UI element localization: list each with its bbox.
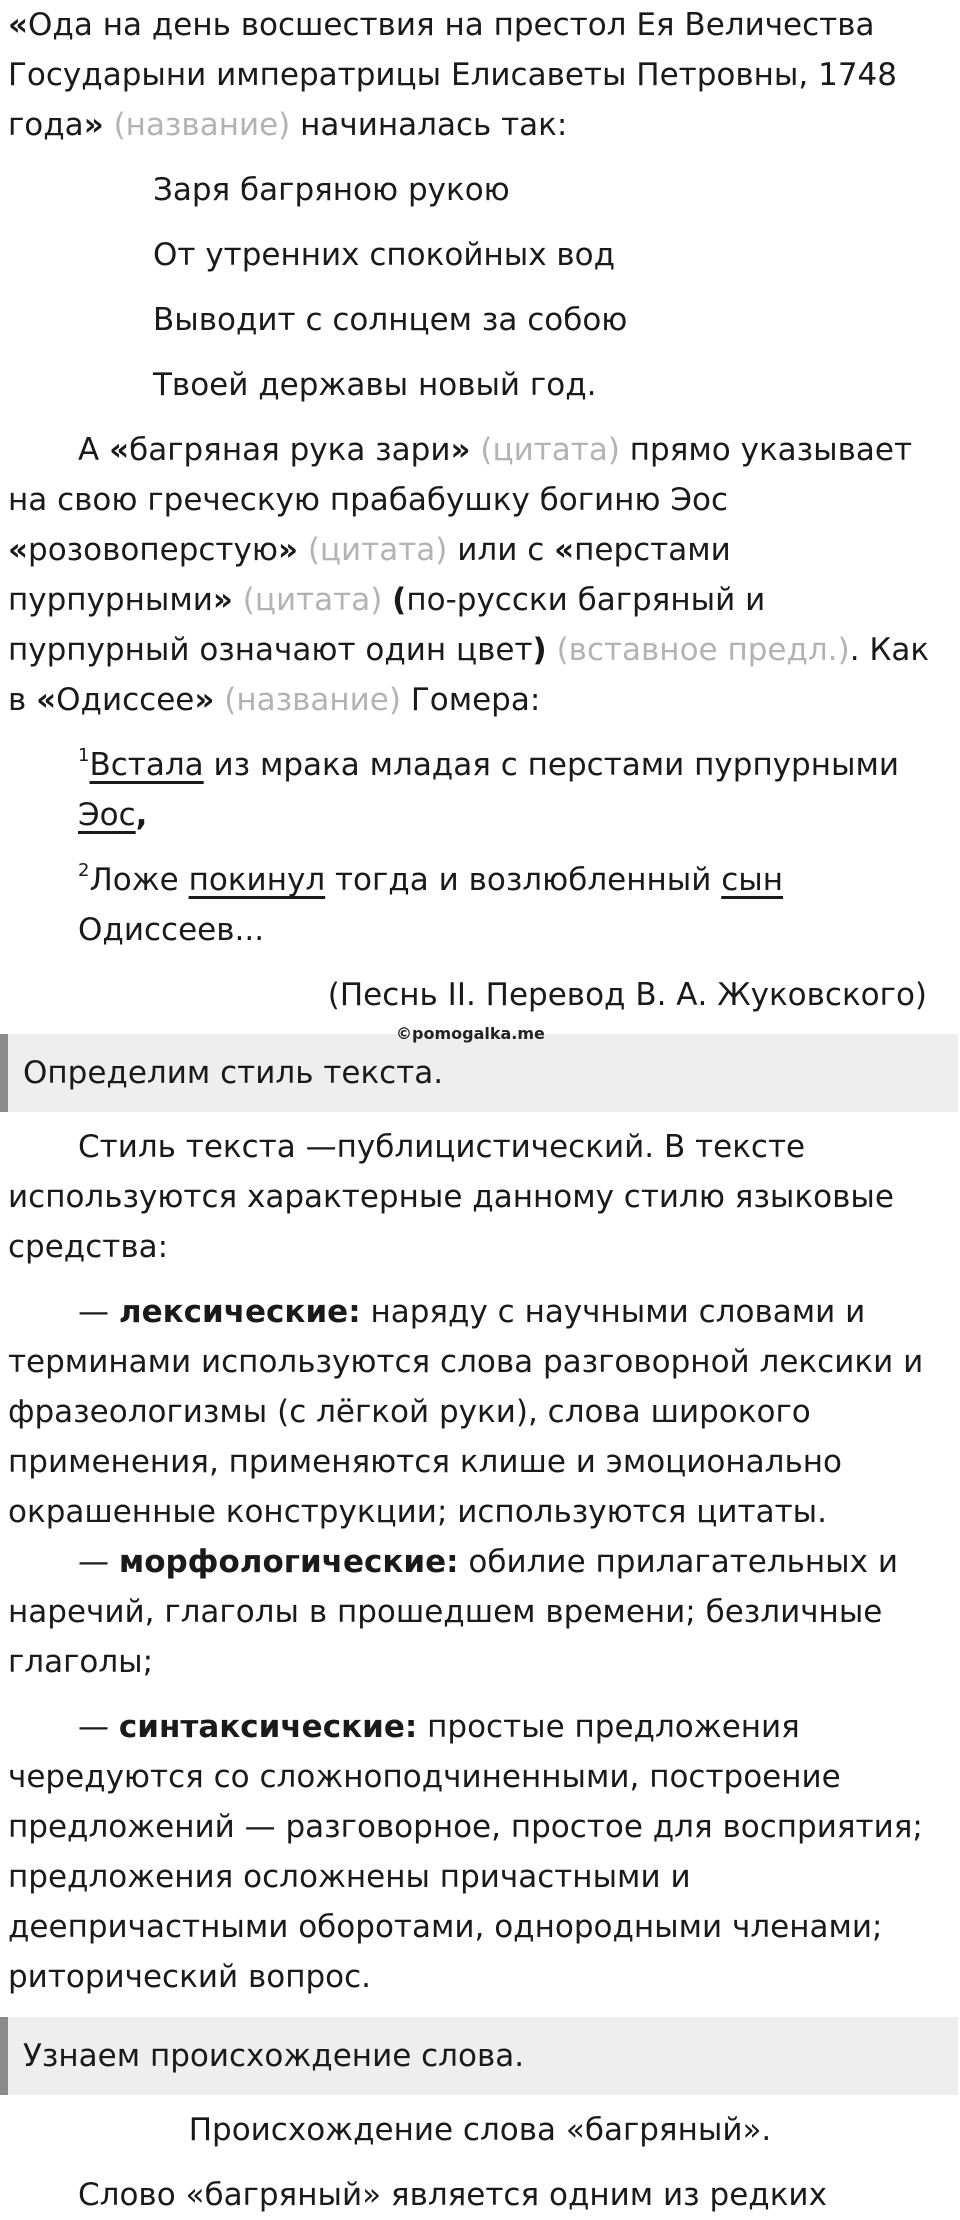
quote-mark: » — [450, 432, 471, 468]
poem-line: От утренних спокойных вод — [153, 237, 616, 273]
analysis-text: или с — [447, 532, 555, 568]
bracket: ) — [532, 632, 547, 668]
underlined-word: Эос — [78, 797, 136, 833]
citation-tag: (цитата) — [242, 582, 383, 618]
origin-heading: Происхождение слова «багряный». — [188, 2112, 772, 2148]
quote-mark: » — [277, 532, 298, 568]
analysis-text: Гомера: — [400, 682, 541, 718]
quote-mark: » — [194, 682, 215, 718]
quote-mark: « — [8, 7, 29, 43]
style-intro: Стиль текста —публицистический. В тексте используются характерные данному стилю языковые средства: — [8, 1129, 894, 1265]
term-text: простые предложения чередуются со сложноподчиненными, построение предложений — разговорное, простое для восприятия; предложения осложнены причастными и деепричастными оборотами, однородными членами; риторический вопрос. — [8, 1709, 923, 1995]
term-label: синтаксические: — [118, 1709, 418, 1745]
analysis-paragraph — [8, 425, 952, 725]
quote-text: тогда и возлюбленный — [325, 862, 722, 898]
quote-source: (Песнь II. Перевод В. А. Жуковского) — [327, 977, 927, 1013]
citation-tag: (цитата) — [307, 532, 448, 568]
citation: перстами пурпурными — [8, 532, 731, 618]
title-tag: (название) — [224, 682, 401, 718]
work-title: Одиссее — [56, 682, 195, 718]
poem-line: Твоей державы новый год. — [153, 367, 597, 403]
quote-line — [78, 855, 952, 955]
dash: — — [78, 1544, 119, 1580]
quote-mark: « — [554, 532, 575, 568]
term-label: лексические: — [118, 1294, 361, 1330]
citation: розовоперстую — [28, 532, 278, 568]
comma: , — [135, 797, 148, 833]
term-label: морфологические: — [118, 1544, 459, 1580]
poem-line: Заря багряною рукою — [153, 172, 510, 208]
poem-line: Выводит с солнцем за собою — [153, 302, 628, 338]
underlined-word: покинул — [188, 862, 326, 898]
intro-paragraph — [8, 0, 952, 150]
quote-mark: « — [8, 532, 29, 568]
analysis-text: А — [78, 432, 110, 468]
origin-text: Слово «багряный» является одним из редких — [78, 2177, 827, 2213]
title-tag: (название) — [113, 107, 291, 143]
dash: — — [78, 1709, 119, 1745]
inserted-sentence: по-русски багряный и пурпурный означают один цвет — [8, 582, 766, 668]
quote-text: Ложе — [89, 862, 189, 898]
citation: багряная рука зари — [129, 432, 451, 468]
lexical-item — [8, 1287, 952, 1537]
quote-mark: » — [212, 582, 233, 618]
quote-text: Одиссеев... — [78, 912, 265, 948]
watermark: ©pomogalka.me — [396, 1024, 545, 1043]
citation-tag: (цитата) — [480, 432, 620, 468]
ode-title: Ода на день восшествия на престол Ея Величества Государыни императрицы Елисаветы Петровны, 1748 года — [8, 7, 897, 143]
morphological-item — [8, 1537, 952, 1687]
quote-mark: » — [83, 107, 104, 143]
section-header: Определим стиль текста. — [0, 1034, 958, 1112]
section-header: Узнаем происхождение слова. — [0, 2017, 958, 2095]
dash: — — [78, 1294, 119, 1330]
homer-quote — [8, 740, 952, 955]
bracket: ( — [392, 582, 407, 618]
quote-text: из мрака младая с перстами пурпурными — [203, 747, 900, 783]
analysis-text: . Как в — [8, 632, 930, 718]
poem — [8, 165, 952, 410]
insert-tag: (вставное предл.) — [556, 632, 850, 668]
quote-mark: « — [36, 682, 57, 718]
quote-line — [78, 740, 952, 840]
analysis-text: прямо указывает на свою греческую прабабушку богиню Эос — [8, 432, 913, 518]
term-text: обилие прилагательных и наречий, глаголы в прошедшем времени; безличные глаголы; — [8, 1544, 898, 1680]
line-number: 2 — [78, 860, 90, 881]
underlined-word: Встала — [89, 747, 204, 783]
term-text: наряду с научными словами и терминами используются слова разговорной лексики и фразеологизмы (с лёгкой руки), слова широкого применения, применяются клише и эмоционально окрашенные конструкции; используются цитаты. — [8, 1294, 924, 1530]
underlined-word: сын — [721, 862, 784, 898]
document-body — [8, 0, 952, 2220]
syntactic-item — [8, 1702, 952, 2002]
quote-mark: « — [109, 432, 130, 468]
intro-tail: начиналась так: — [290, 107, 568, 143]
line-number: 1 — [78, 745, 90, 766]
